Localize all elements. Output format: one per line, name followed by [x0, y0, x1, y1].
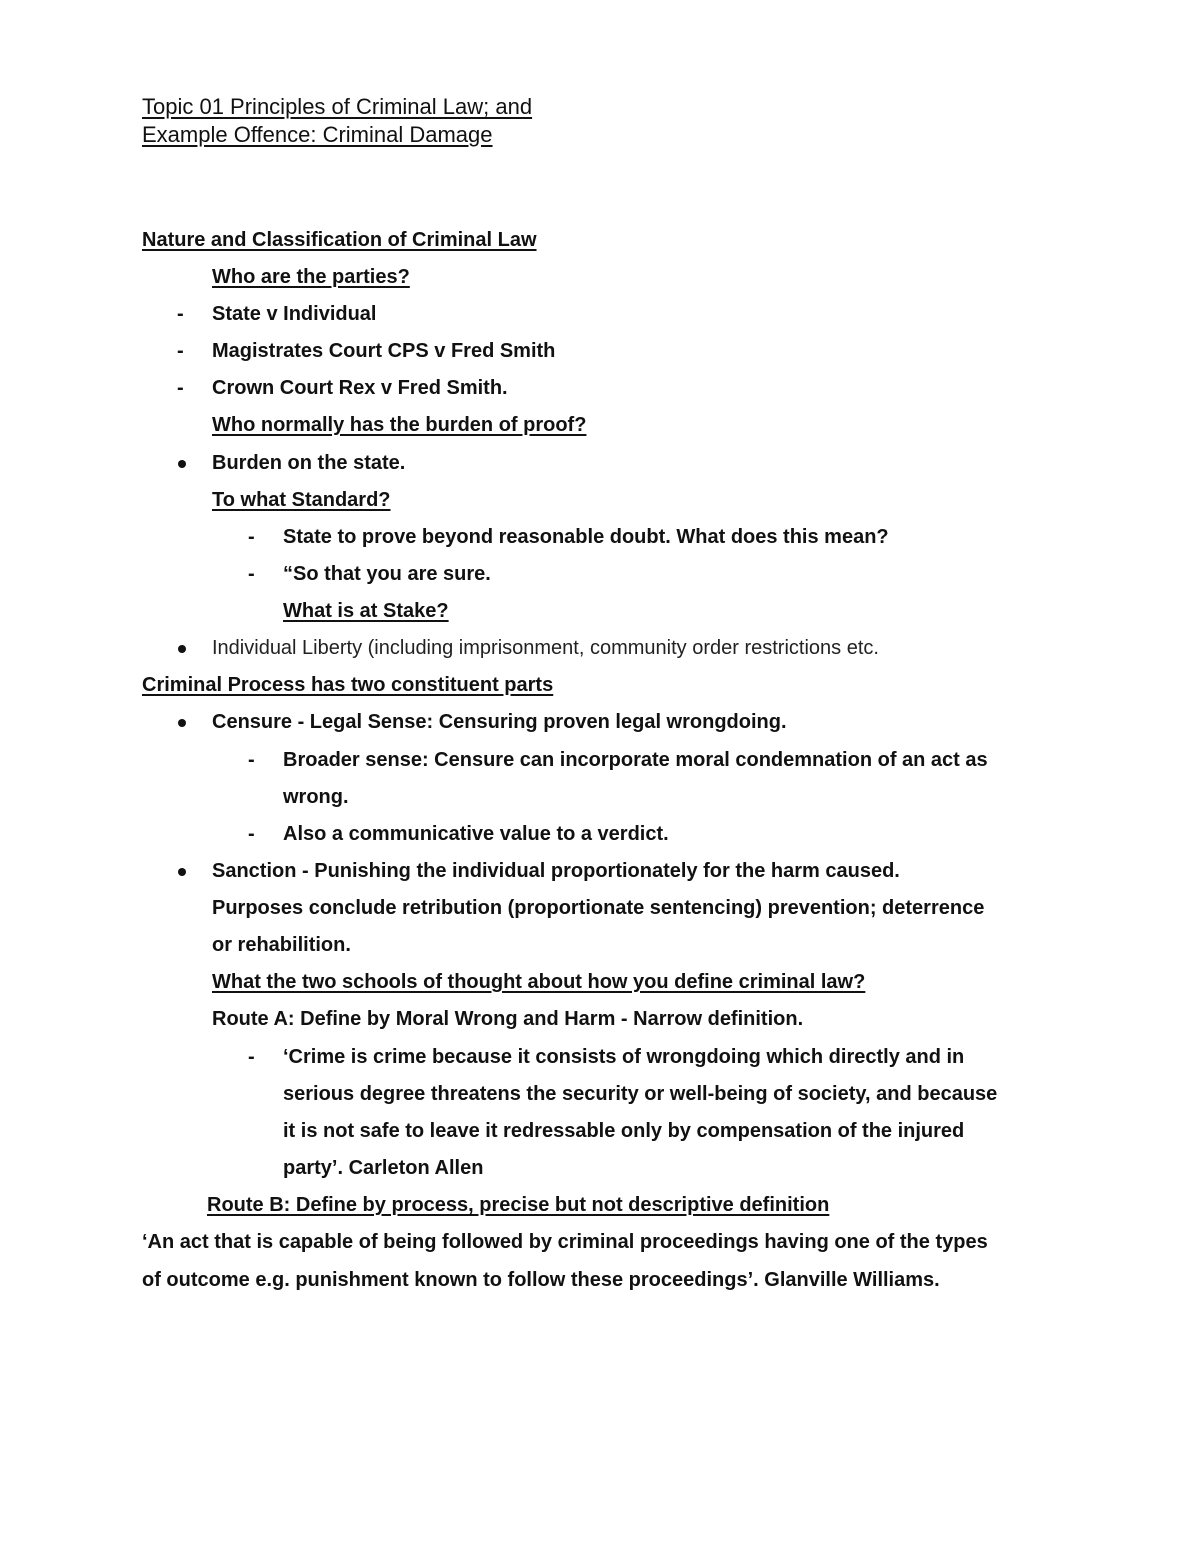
route-b: Route B: Define by process, precise but not descriptive definition — [207, 1194, 830, 1216]
section-heading-nature: Nature and Classification of Criminal Law — [142, 229, 537, 251]
dash-marker: - — [177, 377, 184, 399]
list-item-parties-3: Crown Court Rex v Fred Smith. — [212, 377, 508, 399]
dash-marker: - — [248, 1046, 255, 1068]
quote-williams-line-2: of outcome e.g. punishment known to follow these proceedings’. Glanville Williams. — [142, 1269, 940, 1291]
dash-marker: - — [177, 340, 184, 362]
quote-allen-line-1: ‘Crime is crime because it consists of wrongdoing which directly and in — [283, 1046, 965, 1068]
quote-allen-line-3: it is not safe to leave it redressable only by compensation of the injured — [283, 1120, 965, 1142]
list-item-censure-sub-1: Broader sense: Censure can incorporate moral condemnation of an act as — [283, 749, 988, 771]
list-item-parties-1: State v Individual — [212, 303, 377, 325]
list-item-sanction-3: or rehabilition. — [212, 934, 351, 956]
quote-williams-line-1: ‘An act that is capable of being followed by criminal proceedings having one of the types — [142, 1231, 988, 1253]
question-schools: What the two schools of thought about how you define criminal law? — [212, 971, 866, 993]
list-item-sanction-2: Purposes conclude retribution (proportionate sentencing) prevention; deterrence — [212, 897, 985, 919]
question-standard: To what Standard? — [212, 489, 391, 511]
bullet-marker — [178, 460, 186, 468]
dash-marker: - — [248, 823, 255, 845]
list-item-burden: Burden on the state. — [212, 452, 406, 474]
route-a: Route A: Define by Moral Wrong and Harm - Narrow definition. — [212, 1008, 804, 1030]
bullet-marker — [178, 868, 186, 876]
section-heading-process: Criminal Process has two constituent parts — [142, 674, 554, 696]
dash-marker: - — [248, 563, 255, 585]
document-title-line-2: Example Offence: Criminal Damage — [142, 122, 493, 147]
list-item-standard-1: State to prove beyond reasonable doubt. What does this mean? — [283, 526, 889, 548]
question-stake: What is at Stake? — [283, 600, 449, 622]
list-item-stake: Individual Liberty (including imprisonment, community order restrictions etc. — [212, 637, 879, 659]
quote-allen-line-2: serious degree threatens the security or well-being of society, and because — [283, 1083, 998, 1105]
list-item-censure: Censure - Legal Sense: Censuring proven legal wrongdoing. — [212, 711, 787, 733]
dash-marker: - — [177, 303, 184, 325]
quote-allen-line-4: party’. Carleton Allen — [283, 1157, 484, 1179]
bullet-marker — [178, 645, 186, 653]
list-item-sanction-1: Sanction - Punishing the individual proportionately for the harm caused. — [212, 860, 900, 882]
bullet-marker — [178, 719, 186, 727]
document-title-line-1: Topic 01 Principles of Criminal Law; and — [142, 94, 533, 119]
dash-marker: - — [248, 749, 255, 771]
question-burden: Who normally has the burden of proof? — [212, 414, 587, 436]
list-item-censure-sub-1-cont: wrong. — [283, 786, 349, 808]
question-parties: Who are the parties? — [212, 266, 410, 288]
dash-marker: - — [248, 526, 255, 548]
list-item-parties-2: Magistrates Court CPS v Fred Smith — [212, 340, 556, 362]
list-item-standard-2: “So that you are sure. — [283, 563, 491, 585]
list-item-censure-sub-2: Also a communicative value to a verdict. — [283, 823, 669, 845]
